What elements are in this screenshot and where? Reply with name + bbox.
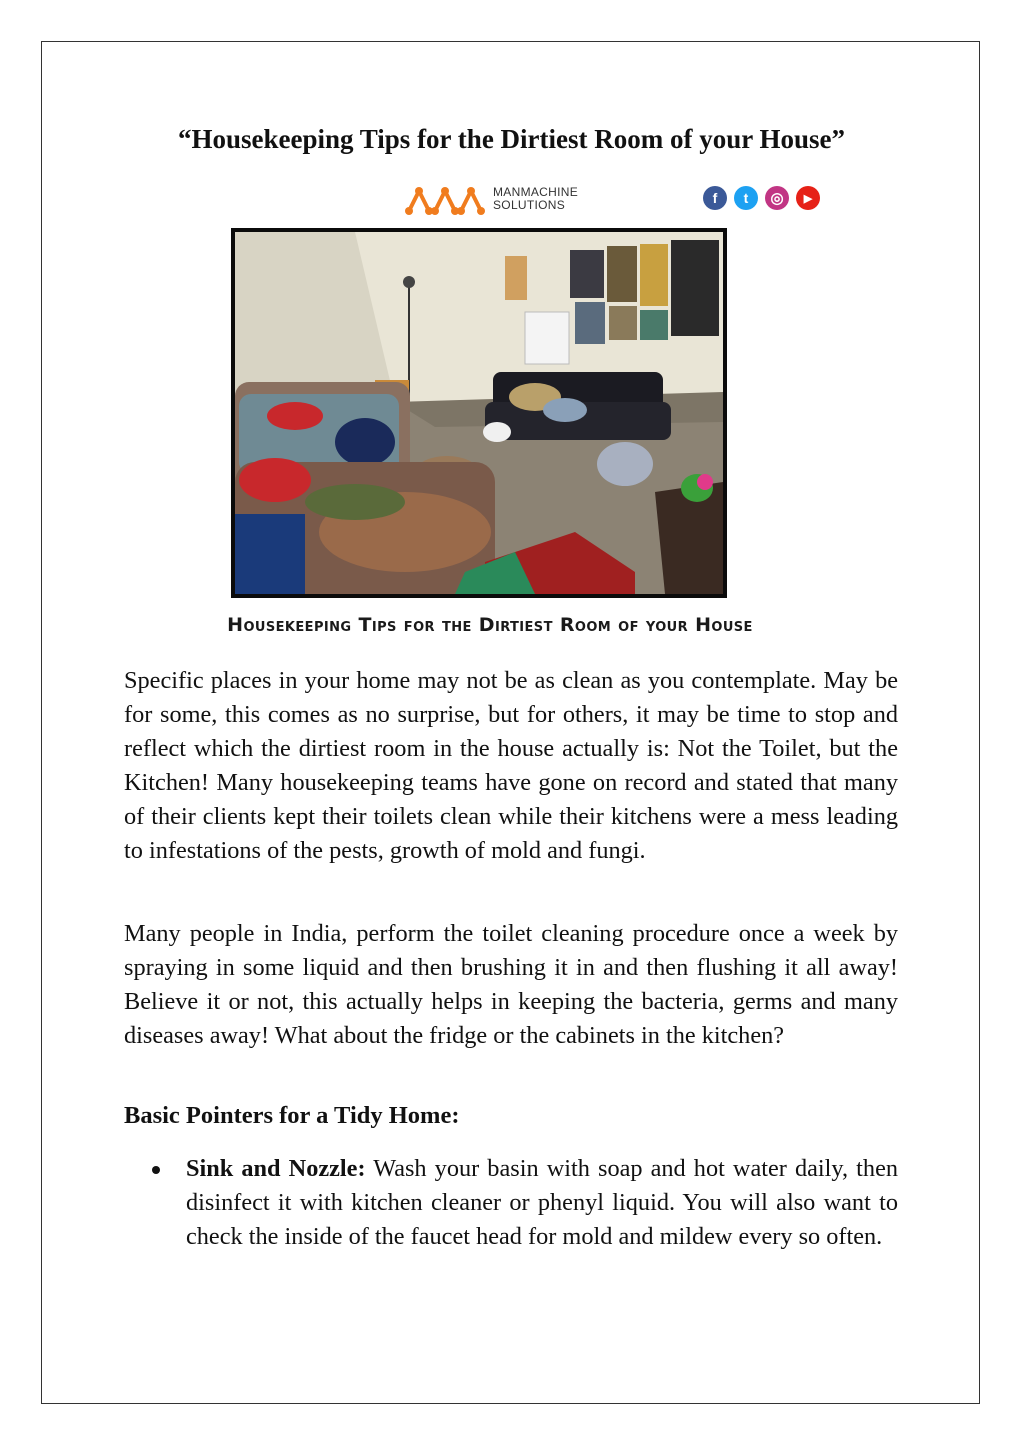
paragraph-1: Specific places in your home may not be as clean as you contemplate. May be for some, this comes as no surprise, but for others, it may be time to stop and reflect which the dirtiest room in the house actually is: Not the Toilet, but the Kitchen! Many housekeeping teams have gone on record and stated that many of their clients kept their toilets clean while their kitchens were a mess leading to infestations of the pests, growth of mold and fungi. [124, 667, 898, 864]
youtube-icon[interactable]: ▶ [796, 186, 820, 210]
social-icons [703, 186, 820, 210]
list-item-label: Sink and Nozzle: [186, 1155, 366, 1182]
instagram-icon[interactable]: ◎ [765, 186, 789, 210]
bullet-icon [152, 1166, 160, 1174]
list-item-body: Wash your basin with soap and hot water daily, then disinfect it with kitchen cleaner or phenyl liquid. You will also want to check the inside of the faucet head for mold and mildew every so often. [186, 1155, 898, 1250]
brand-line-1: MANMACHINE [493, 185, 579, 199]
paragraph-2: Many people in India, perform the toilet cleaning procedure once a week by spraying in some liquid and then brushing it in and then flushing it all away! Believe it or not, this actually helps in keeping the bacteria, germs and many diseases away! What about the fridge or the cabinets in the kitchen? [124, 920, 898, 1049]
messy-room-photo [231, 228, 727, 598]
twitter-icon[interactable]: t [734, 186, 758, 210]
room-illustration [235, 232, 723, 594]
document-title: “Housekeeping Tips for the Dirtiest Room of your House” [177, 124, 846, 154]
brand-row [405, 181, 820, 221]
logo-mark-icon [405, 183, 491, 217]
brand-line-2: SOLUTIONS [493, 198, 566, 212]
list-item-text [186, 1152, 898, 1254]
manmachine-logo [405, 183, 579, 217]
section-heading: Basic Pointers for a Tidy Home: [124, 1102, 460, 1129]
facebook-icon[interactable]: f [703, 186, 727, 210]
brand-name [493, 186, 578, 212]
image-caption: Housekeeping Tips for the Dirtiest Room of your House [227, 614, 753, 636]
